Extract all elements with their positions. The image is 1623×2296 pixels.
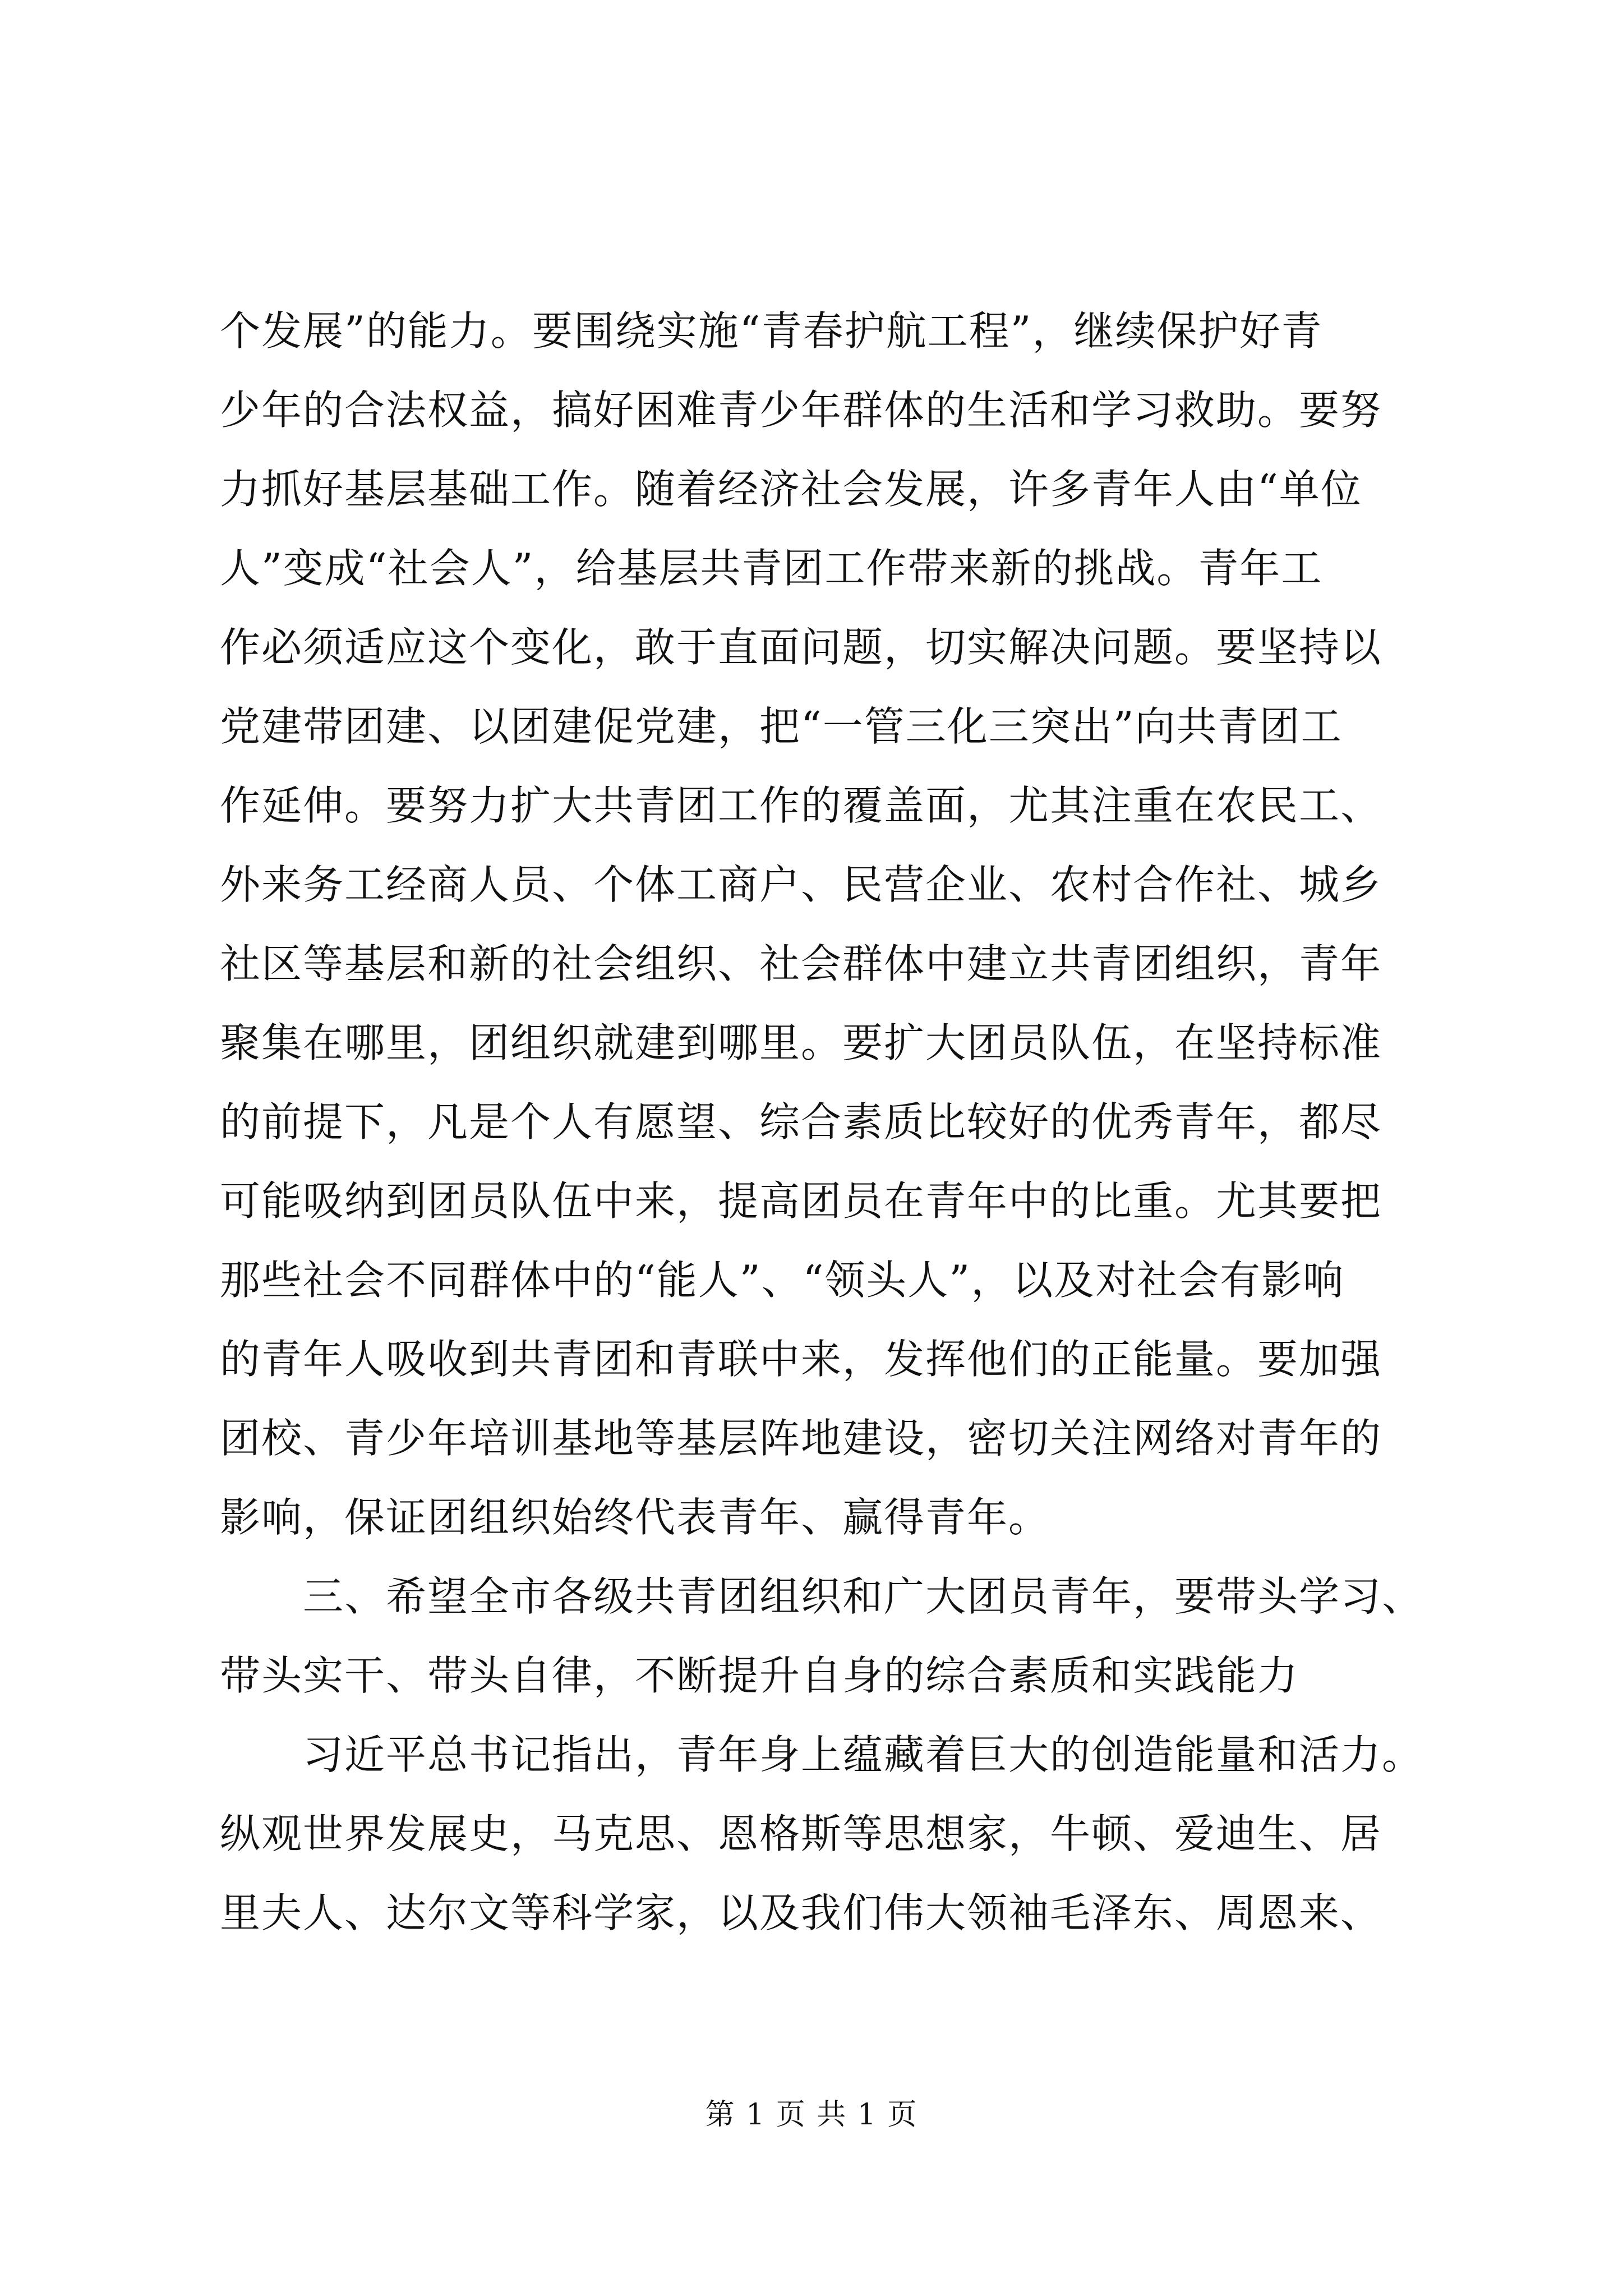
text-line: 影响，保证团组织始终代表青年、赢得青年。 [220, 1494, 1050, 1541]
text-line: 人”变成“社会人”，给基层共青团工作带来新的挑战。青年工 [220, 545, 1323, 592]
text-line: 党建带团建、以团建促党建，把“一管三化三突出”向共青团工 [220, 703, 1343, 750]
text-line: 聚集在哪里，团组织就建到哪里。要扩大团员队伍，在坚持标准 [220, 1019, 1382, 1066]
text-line: 里夫人、达尔文等科学家，以及我们伟大领袖毛泽东、周恩来、 [220, 1889, 1382, 1936]
text-line: 习近平总书记指出，青年身上蕴藏着巨大的创造能量和活力。 [220, 1731, 1424, 1778]
text-line: 力抓好基层基础工作。随着经济社会发展，许多青年人由“单位 [220, 466, 1362, 513]
text-line: 那些社会不同群体中的“能人”、“领头人”，以及对社会有影响 [220, 1257, 1345, 1304]
text-line: 团校、青少年培训基地等基层阵地建设，密切关注网络对青年的 [220, 1415, 1382, 1462]
text-line: 的前提下，凡是个人有愿望、综合素质比较好的优秀青年，都尽 [220, 1098, 1382, 1145]
text-line: 外来务工经商人员、个体工商户、民营企业、农村合作社、城乡 [220, 861, 1382, 908]
text-line: 少年的合法权益，搞好困难青少年群体的生活和学习救助。要努 [220, 386, 1382, 434]
text-line: 的青年人吸收到共青团和青联中来，发挥他们的正能量。要加强 [220, 1336, 1382, 1383]
text-line: 作延伸。要努力扩大共青团工作的覆盖面，尤其注重在农民工、 [220, 782, 1382, 829]
text-line: 社区等基层和新的社会组织、社会群体中建立共青团组织，青年 [220, 940, 1382, 987]
text-line: 作必须适应这个变化，敢于直面问题，切实解决问题。要坚持以 [220, 624, 1382, 671]
document-body [220, 292, 1442, 1953]
section-heading-line: 带头实干、带头自律，不断提升自身的综合素质和实践能力 [220, 1652, 1299, 1699]
section-heading-line: 三、希望全市各级共青团组织和广大团员青年，要带头学习、 [220, 1573, 1424, 1620]
page-footer: 第 1 页 共 1 页 [705, 2098, 918, 2132]
text-line: 个发展”的能力。要围绕实施“青春护航工程”，继续保护好青 [220, 307, 1323, 355]
text-line: 可能吸纳到团员队伍中来，提高团员在青年中的比重。尤其要把 [220, 1177, 1382, 1225]
text-line: 纵观世界发展史，马克思、恩格斯等思想家，牛顿、爱迪生、居 [220, 1810, 1382, 1857]
